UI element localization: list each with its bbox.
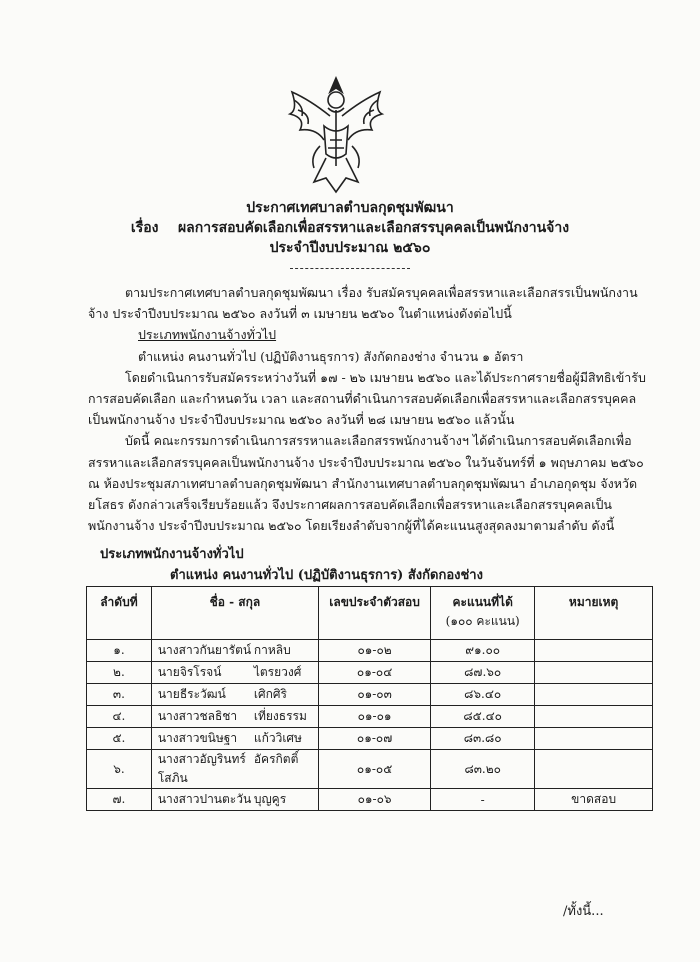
results-table — [86, 586, 653, 811]
cell-rank: ๑. — [87, 640, 152, 662]
cell-last-name: บุญคูร — [253, 792, 287, 806]
table-header-row — [87, 587, 653, 640]
header-score: คะแนนที่ได้ (๑๐๐ คะแนน) — [431, 587, 535, 640]
cell-rank: ๖. — [87, 750, 152, 789]
cell-score: ๘๕.๔๐ — [431, 706, 535, 728]
header-remark: หมายเหตุ — [535, 587, 653, 640]
cell-rank: ๗. — [87, 789, 152, 811]
cell-score: ๘๓.๘๐ — [431, 728, 535, 750]
announcement-body — [88, 282, 648, 536]
cell-exam-id: ๐๑-๐๓ — [319, 684, 431, 706]
table-row — [87, 728, 653, 750]
cell-last-name: เศิกศิริ — [253, 687, 287, 701]
announcement-subject: เรื่อง ผลการสอบคัดเลือกเพื่อสรรหาและเลือกสรรบุคคลเป็นพนักงานจ้าง — [130, 220, 570, 236]
cell-rank: ๓. — [87, 684, 152, 706]
cell-score: ๘๖.๔๐ — [431, 684, 535, 706]
cell-last-name: แก้ววิเศษ — [253, 731, 302, 745]
cell-first-name: นางสาวกันยารัตน์ — [157, 643, 252, 657]
cell-name — [151, 706, 318, 728]
cell-first-name: นางสาวปานตะวัน — [157, 792, 252, 806]
cell-exam-id: ๐๑-๐๑ — [319, 706, 431, 728]
cell-exam-id: ๐๑-๐๖ — [319, 789, 431, 811]
cell-name — [151, 684, 318, 706]
cell-score: ๙๑.๐๐ — [431, 640, 535, 662]
results-position-heading: ตำแหน่ง คนงานทั่วไป (ปฏิบัติงานธุรการ) สังกัดกองช่าง — [170, 568, 483, 583]
cell-last-name: เที่ยงธรรม — [253, 709, 307, 723]
cell-first-name: นางสาวชลธิชา — [157, 709, 238, 723]
table-row — [87, 706, 653, 728]
cell-rank: ๒. — [87, 662, 152, 684]
cell-score: - — [431, 789, 535, 811]
announcement-issuer: ประกาศเทศบาลตำบลกุดชุมพัฒนา — [246, 200, 454, 216]
announcement-fiscal-year: ประจำปีงบประมาณ ๒๕๖๐ — [269, 240, 431, 256]
cell-last-name: ไตรยวงศ์ — [253, 665, 302, 679]
garuda-emblem-icon — [280, 70, 392, 198]
paragraph-2: โดยดำเนินการรับสมัครระหว่างวันที่ ๑๗ - ๒๖ เมษายน ๒๕๖๐ และได้ประกาศรายชื่อผู้มีสิทธิเข้ารับการสอบคัดเลือก และกำหนดวัน เวลา และสถานที่ดำเนินการสอบคัดเลือกเพื่อสรรหาและเลือกสรรบุคคลเป็นพนักงานจ้าง ประจำปีงบประมาณ ๒๕๖๐ ลงวันที่ ๒๘ เมษายน ๒๕๖๐ แล้วนั้น — [88, 369, 646, 428]
cell-last-name: อัครกิตติ์โสภิน — [157, 752, 299, 785]
cell-rank: ๕. — [87, 728, 152, 750]
cell-exam-id: ๐๑-๐๒ — [319, 640, 431, 662]
header-name: ชื่อ - สกุล — [151, 587, 318, 640]
continued-marker: /ทั้งนี้... — [563, 904, 604, 919]
cell-first-name: นายจิรโรจน์ — [157, 665, 222, 679]
table-row — [87, 750, 653, 789]
cell-last-name: กาหลิบ — [253, 643, 291, 657]
cell-name — [151, 662, 318, 684]
cell-name — [151, 728, 318, 750]
cell-name — [151, 640, 318, 662]
cell-name — [151, 750, 318, 789]
cell-name — [151, 789, 318, 811]
cell-first-name: นางสาวอัญรินทร์ — [157, 752, 246, 766]
cell-remark — [535, 728, 653, 750]
cell-exam-id: ๐๑-๐๔ — [319, 662, 431, 684]
table-row — [87, 640, 653, 662]
table-row — [87, 662, 653, 684]
cell-first-name: นางสาวขนิษฐา — [157, 731, 238, 745]
position-line: ตำแหน่ง คนงานทั่วไป (ปฏิบัติงานธุรการ) สังกัดกองช่าง จำนวน ๑ อัตรา — [138, 348, 524, 364]
cell-first-name: นายธีระวัฒน์ — [157, 687, 226, 701]
cell-remark — [535, 750, 653, 789]
table-row — [87, 789, 653, 811]
cell-remark — [535, 684, 653, 706]
title-divider — [290, 268, 410, 269]
cell-remark: ขาดสอบ — [535, 789, 653, 811]
cell-rank: ๔. — [87, 706, 152, 728]
results-type-heading: ประเภทพนักงานจ้างทั่วไป — [100, 547, 244, 562]
paragraph-1: ตามประกาศเทศบาลตำบลกุดชุมพัฒนา เรื่อง รับสมัครบุคคลเพื่อสรรหาและเลือกสรรเป็นพนักงานจ้าง ประจำปีงบประมาณ ๒๕๖๐ ลงวันที่ ๓ เมษายน ๒๕๖๐ ในตำแหน่งดังต่อไปนี้ — [88, 285, 638, 322]
cell-score: ๘๗.๖๐ — [431, 662, 535, 684]
table-row — [87, 684, 653, 706]
cell-remark — [535, 662, 653, 684]
header-rank: ลำดับที่ — [87, 587, 152, 640]
cell-remark — [535, 640, 653, 662]
cell-exam-id: ๐๑-๐๗ — [319, 728, 431, 750]
paragraph-3: บัดนี้ คณะกรรมการดำเนินการสรรหาและเลือกสรรพนักงานจ้างฯ ได้ดำเนินการสอบคัดเลือกเพื่อสรรหาและเลือกสรรบุคคลเป็นพนักงานจ้าง ประจำปีงบประมาณ ๒๕๖๐ ในวันจันทร์ที่ ๑ พฤษภาคม ๒๕๖๐ ณ ห้องประชุมสภาเทศบาลตำบลกุดชุมพัฒนา สำนักงานเทศบาลตำบลกุดชุมพัฒนา อำเภอกุดชุม จังหวัดยโสธร ดังกล่าวเสร็จเรียบร้อยแล้ว จึงประกาศผลการสอบคัดเลือกเพื่อสรรหาและเลือกสรรบุคคลเป็นพนักงานจ้าง ประจำปีงบประมาณ ๒๕๖๐ โดยเรียงลำดับจากผู้ที่ได้คะแนนสูงสุดลงมาตามลำดับ ดังนี้ — [88, 433, 644, 534]
announcement-title — [0, 198, 700, 269]
cell-score: ๘๓.๒๐ — [431, 750, 535, 789]
type-heading: ประเภทพนักงานจ้างทั่วไป — [138, 327, 277, 343]
header-exam-id: เลขประจำตัวสอบ — [319, 587, 431, 640]
cell-exam-id: ๐๑-๐๕ — [319, 750, 431, 789]
cell-remark — [535, 706, 653, 728]
